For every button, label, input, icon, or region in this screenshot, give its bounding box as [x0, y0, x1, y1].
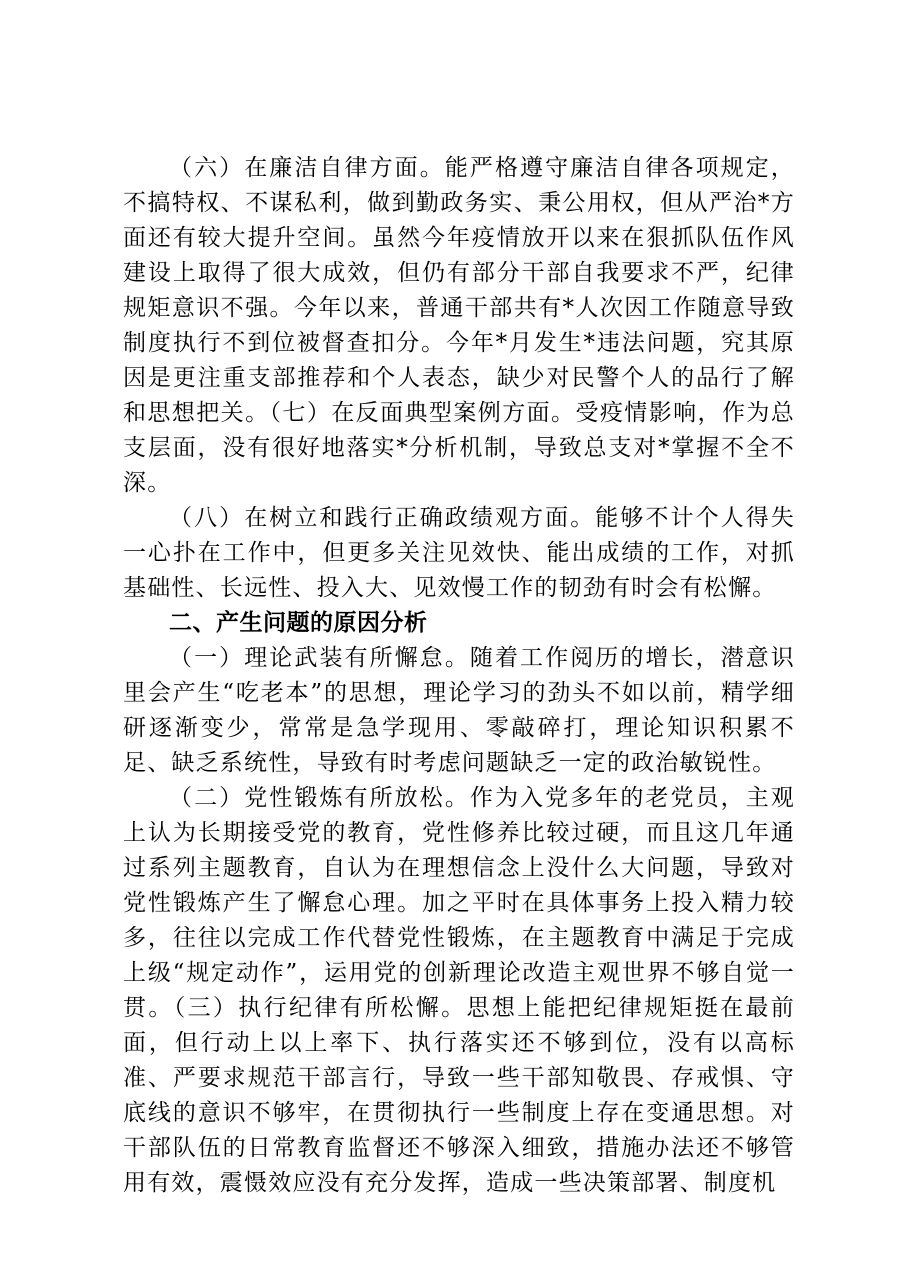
- paragraph-party-spirit: （二）党性锻炼有所放松。作为入党多年的老党员，主观上认为长期接受党的教育，党性修养比较过硬，而且这几年通过系列主题教育，自认为在理想信念上没什么大问题，导致对党性锻炼产生了懈怠心理。加之平时在具体事务上投入精力较多，往往以完成工作代替党性锻炼，在主题教育中满足于完成上级“规定动作”，运用党的创新理论改造主观世界不够自觉一贯。（三）执行纪律有所松懈。思想上能把纪律规矩挺在最前面，但行动上以上率下、执行落实还不够到位，没有以高标准、严要求规范干部言行，导致一些干部知敬畏、存戒惧、守底线的意识不够牢，在贯彻执行一些制度上存在变通思想。对干部队伍的日常教育监督还不够深入细致，措施办法还不够管用有效，震慑效应没有充分发挥，造成一些决策部署、制度机: [123, 785, 795, 1196]
- document-body: [123, 151, 795, 1201]
- paragraph-integrity-self-discipline: （六）在廉洁自律方面。能严格遵守廉洁自律各项规定，不搞特权、不谋私利，做到勤政务实、秉公用权，但从严治*方面还有较大提升空间。虽然今年疫情放开以来在狠抓队伍作风建设上取得了很大成效，但仍有部分干部自我要求不严，纪律规矩意识不强。今年以来，普通干部共有*人次因工作随意导致制度执行不到位被督查扣分。今年*月发生*违法问题，究其原因是更注重支部推荐和个人表态，缺少对民警个人的品行了解和思想把关。（七）在反面典型案例方面。受疫情影响，作为总支层面，没有很好地落实*分析机制，导致总支对*掌握不全不深。: [123, 155, 795, 496]
- section-heading-cause-analysis: 二、产生问题的原因分析: [169, 610, 428, 636]
- paragraph-performance-view: （八）在树立和践行正确政绩观方面。能够不计个人得失一心扑在工作中，但更多关注见效快、能出成绩的工作，对抓基础性、长远性、投入大、见效慢工作的韧劲有时会有松懈。: [123, 505, 795, 601]
- paragraph-theory-study: （一）理论武装有所懈怠。随着工作阅历的增长，潜意识里会产生“吃老本”的思想，理论学习的劲头不如以前，精学细研逐渐变少，常常是急学现用、零敲碎打，理论知识积累不足、缺乏系统性，导致有时考虑问题缺乏一定的政治敏锐性。: [123, 645, 795, 776]
